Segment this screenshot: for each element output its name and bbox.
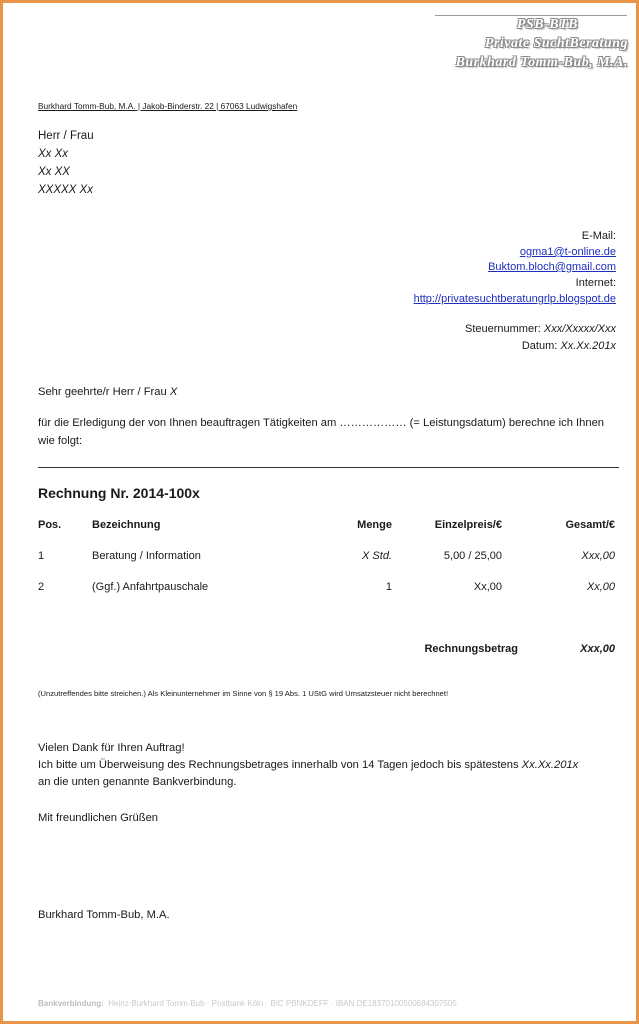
recipient-street: Xx XX bbox=[38, 166, 70, 178]
row-1-description: Beratung / Information bbox=[92, 550, 201, 562]
website-link[interactable]: http://privatesuchtberatungrlp.blogspot.de bbox=[413, 293, 616, 305]
payment-request-text: Ich bitte um Überweisung des Rechnungsbetrages innerhalb von 14 Tagen jedoch bis spätestens bbox=[38, 759, 522, 771]
col-header-description: Bezeichnung bbox=[92, 519, 161, 531]
col-header-pos: Pos. bbox=[38, 519, 62, 531]
recipient-city: XXXXX Xx bbox=[38, 184, 93, 196]
row-2-description: (Ggf.) Anfahrtpauschale bbox=[92, 581, 209, 593]
row-2-total: Xx,00 bbox=[586, 581, 615, 593]
bank-details-footer bbox=[38, 999, 457, 1008]
row-1-quantity: X Std. bbox=[362, 550, 392, 562]
tax-number bbox=[465, 323, 616, 335]
row-2-quantity: 1 bbox=[385, 581, 392, 593]
invoice-title: Rechnung Nr. 2014-100x bbox=[38, 485, 200, 501]
sender-address-line: Burkhard Tomm-Bub, M.A. | Jakob-Binderstr. 22 | 67063 Ludwigshafen bbox=[38, 101, 298, 111]
tax-note: (Unzutreffendes bitte streichen.) Als Kleinunternehmer im Sinne von § 19 Abs. 1 UStG wird Umsatzsteuer nicht berechnet! bbox=[38, 689, 449, 698]
intro-line-1: für die Erledigung der von Ihnen beauftragen Tätigkeiten am ……………… (= Leistungsdatum) berechne ich Ihnen bbox=[38, 417, 605, 429]
footer-label: Bankverbindung: bbox=[38, 999, 104, 1008]
row-1-unit-price: 5,00 / 25,00 bbox=[443, 550, 502, 562]
greeting bbox=[38, 386, 177, 398]
greeting-text: Sehr geehrte/r Herr / Frau bbox=[38, 386, 170, 398]
recipient-salutation: Herr / Frau bbox=[38, 130, 94, 142]
row-1-total: Xxx,00 bbox=[581, 550, 615, 562]
col-header-quantity: Menge bbox=[357, 519, 392, 531]
invoice-sum-label: Rechnungsbetrag bbox=[424, 643, 518, 655]
logo-abbreviation: PSB-BTB bbox=[516, 17, 578, 32]
greeting-name: X bbox=[169, 386, 178, 398]
email-label: E-Mail: bbox=[581, 230, 616, 242]
tax-number-value: Xxx/Xxxxx/Xxx bbox=[543, 323, 616, 335]
invoice-date bbox=[522, 340, 616, 352]
col-header-unit-price: Einzelpreis/€ bbox=[434, 519, 502, 531]
row-1-pos: 1 bbox=[38, 550, 45, 562]
payment-due-date: Xx.Xx.201x bbox=[521, 759, 579, 771]
date-value: Xx.Xx.201x bbox=[560, 340, 616, 352]
row-2-pos: 2 bbox=[38, 581, 45, 593]
payment-request-line bbox=[38, 759, 578, 771]
section-divider bbox=[38, 467, 619, 468]
col-header-total: Gesamt/€ bbox=[565, 519, 615, 531]
signature-name: Burkhard Tomm-Bub, M.A. bbox=[38, 909, 170, 921]
email-link-1[interactable]: ogma1@t-online.de bbox=[519, 246, 616, 258]
recipient-name: Xx Xx bbox=[38, 148, 69, 160]
intro-line-2: wie folgt: bbox=[38, 435, 83, 447]
bank-reference-line: an die unten genannte Bankverbindung. bbox=[38, 776, 237, 788]
logo-company-name: Private SuchtBeratung bbox=[484, 36, 628, 51]
thanks-line: Vielen Dank für Ihren Auftrag! bbox=[38, 742, 185, 754]
date-label: Datum: bbox=[521, 340, 561, 352]
invoice-sum-value: Xxx,00 bbox=[580, 643, 615, 655]
row-2-unit-price: Xx,00 bbox=[473, 581, 502, 593]
email-link-2[interactable]: Buktom.bloch@gmail.com bbox=[488, 261, 616, 273]
logo-rule bbox=[435, 15, 627, 16]
regards-line: Mit freundlichen Grüßen bbox=[38, 812, 159, 824]
footer-text: Heinz-Burkhard Tomm-Bub · Postbank Köln · BIC PBNKDEFF · IBAN DE18370100500684307505 bbox=[108, 999, 457, 1008]
internet-label: Internet: bbox=[575, 277, 616, 289]
logo-owner-name: Burkhard Tomm-Bub, M.A. bbox=[455, 55, 628, 70]
tax-number-label: Steuernummer: bbox=[465, 323, 544, 335]
